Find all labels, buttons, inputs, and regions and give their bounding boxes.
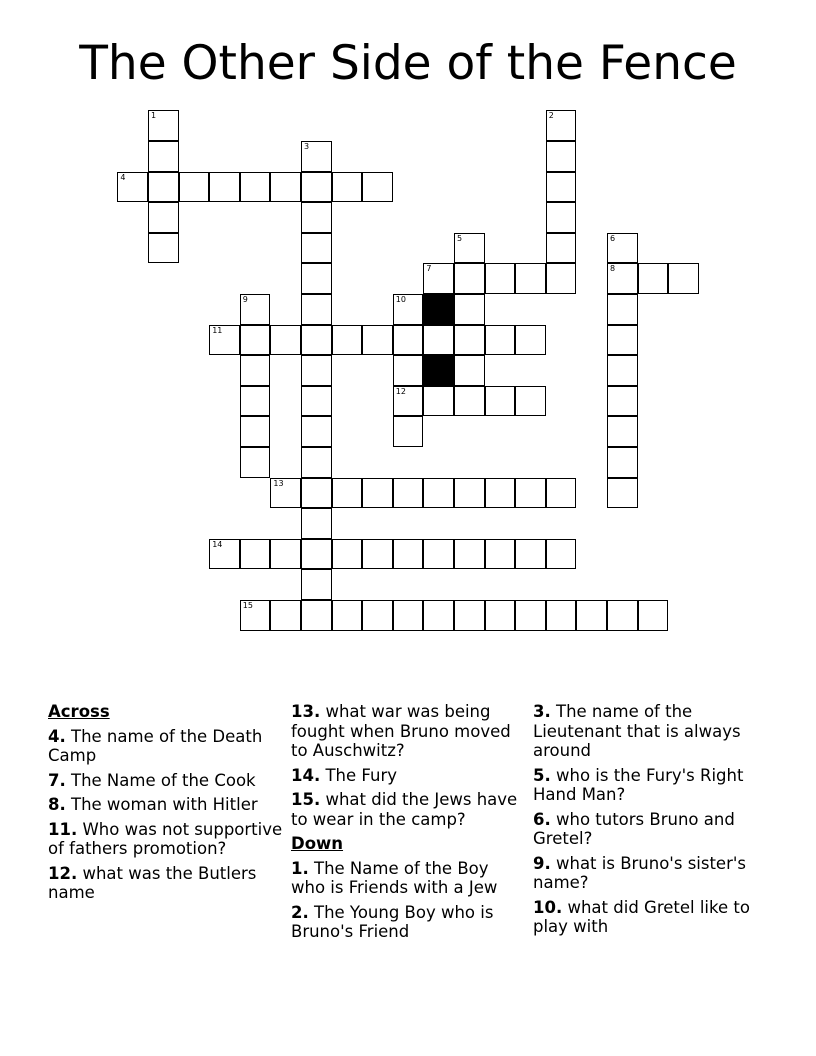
grid-cell[interactable] [393,294,424,325]
grid-cell[interactable] [515,325,546,356]
clue-number: 15 [242,601,253,610]
grid-cell[interactable] [179,172,210,203]
clue-number: 9 [242,295,248,304]
clue-item-text: who tutors Bruno and Gretel? [533,809,735,848]
grid-cell[interactable] [148,233,179,264]
clue-item-text: The Name of the Cook [65,770,256,790]
clue-number: 11 [212,325,223,335]
grid-cell[interactable] [270,172,301,203]
grid-cell[interactable] [301,294,332,325]
grid-cell[interactable] [546,539,577,570]
grid-cell[interactable] [607,263,638,294]
grid-cell[interactable] [362,478,393,509]
grid-cell[interactable] [515,386,546,417]
grid-cell[interactable] [423,539,454,570]
grid-cell[interactable] [454,263,485,294]
grid-cell[interactable] [332,478,363,509]
clue-column-2 [291,702,527,947]
grid-cell[interactable] [393,478,424,509]
grid-cell[interactable] [240,294,271,325]
grid-cell[interactable] [515,539,546,570]
grid-cell[interactable] [454,600,485,631]
grid-cell[interactable] [454,294,485,325]
clue-item [291,903,527,942]
clue-item [533,810,769,849]
clue-item [48,820,284,859]
grid-cell[interactable] [362,325,393,356]
clue-item-number: 8. [48,795,66,814]
grid-cell[interactable] [301,386,332,417]
grid-cell[interactable] [301,233,332,264]
clue-number: 5 [457,233,463,243]
grid-cell[interactable] [546,110,577,141]
clue-column-3 [533,702,769,942]
grid-cell[interactable] [301,325,332,356]
grid-cell[interactable] [607,325,638,356]
clue-number: 12 [395,386,406,396]
clue-item-number: 10. [533,897,563,917]
page-title: The Other Side of the Fence [79,36,737,91]
grid-cell[interactable] [148,202,179,233]
clue-item-text: The woman with Hitler [65,795,258,814]
clue-item-number: 14. [291,765,321,785]
grid-cell[interactable] [576,600,607,631]
grid-cell[interactable] [607,447,638,478]
clue-item [48,864,284,903]
grid-cell[interactable] [332,325,363,356]
clue-number: 4 [120,172,126,182]
clue-item-text: what is Bruno's sister's name? [533,853,747,892]
clue-item-number: 13. [291,702,321,721]
clue-number: 3 [304,142,310,151]
clue-item [291,766,527,786]
grid-cell[interactable] [270,539,301,570]
clue-number: 7 [426,264,432,274]
grid-cell[interactable] [607,416,638,447]
grid-cell[interactable] [393,386,424,417]
clue-column-1 [48,702,284,908]
clue-number: 2 [548,111,554,121]
grid-cell[interactable] [240,416,271,447]
clue-section-heading: Across [48,702,110,721]
clue-item-number: 4. [48,726,66,746]
grid-cell[interactable] [301,263,332,294]
grid-cell[interactable] [301,508,332,539]
grid-cell[interactable] [546,478,577,509]
grid-cell[interactable] [485,325,516,356]
grid-cell[interactable] [393,355,424,386]
grid-cell[interactable] [240,172,271,203]
clue-item-text: who is the Fury's Right Hand Man? [533,765,744,804]
clue-item-number: 7. [48,770,66,790]
grid-cell[interactable] [270,325,301,356]
grid-cell[interactable] [607,233,638,264]
grid-cell[interactable] [240,355,271,386]
clue-item [533,898,769,937]
grid-cell[interactable] [362,600,393,631]
grid-cell[interactable] [638,263,669,294]
grid-cell[interactable] [423,600,454,631]
clue-item-number: 12. [48,863,78,883]
clue-item-text: The Fury [320,765,398,785]
clue-item-number: 9. [533,853,551,873]
clue-item-text: what war was being fought when Bruno moved to Auschwitz? [291,702,511,760]
grid-cell[interactable] [148,110,179,141]
grid-cell[interactable] [515,600,546,631]
grid-cell[interactable] [240,386,271,417]
clue-number: 10 [395,295,406,304]
clue-item-text: what did Gretel like to play with [533,897,750,936]
grid-cell[interactable] [362,172,393,203]
clue-item [48,727,284,766]
grid-cell[interactable] [301,600,332,631]
grid-cell[interactable] [148,141,179,172]
grid-cell[interactable] [117,172,148,203]
grid-cell[interactable] [301,141,332,172]
clue-item-text: The Young Boy who is Bruno's Friend [291,902,494,941]
grid-cell[interactable] [332,539,363,570]
clue-item [291,859,527,898]
grid-cell[interactable] [301,355,332,386]
grid-cell[interactable] [393,539,424,570]
grid-cell[interactable] [546,141,577,172]
grid-cell[interactable] [240,325,271,356]
grid-cell[interactable] [485,478,516,509]
grid-cell[interactable] [546,202,577,233]
grid-cell[interactable] [454,539,485,570]
grid-cell[interactable] [454,355,485,386]
grid-cell[interactable] [301,202,332,233]
grid-cell[interactable] [454,386,485,417]
grid-cell[interactable] [393,416,424,447]
clue-item-text: what did the Jews have to wear in the camp? [291,790,518,829]
grid-cell[interactable] [209,172,240,203]
grid-cell[interactable] [332,172,363,203]
clue-item-text: Who was not supportive of fathers promotion? [48,819,283,858]
clue-item-text: what was the Butlers name [48,863,257,902]
clue-number: 8 [610,264,616,274]
grid-cell[interactable] [607,478,638,509]
grid-cell[interactable] [362,539,393,570]
grid-cell[interactable] [668,263,699,294]
grid-cell[interactable] [607,294,638,325]
clue-item-text: The Name of the Boy who is Friends with a Jew [291,858,498,897]
grid-cell[interactable] [270,600,301,631]
grid-cell[interactable] [485,600,516,631]
clue-item-number: 5. [533,765,551,785]
grid-cell[interactable] [546,263,577,294]
clue-item-text: The name of the Lieutenant that is always around [533,702,741,760]
grid-cell[interactable] [209,325,240,356]
grid-cell[interactable] [240,600,271,631]
clue-item-number: 11. [48,819,78,839]
clue-item [533,854,769,893]
grid-cell[interactable] [485,386,516,417]
grid-cell[interactable] [454,325,485,356]
grid-cell[interactable] [423,263,454,294]
grid-cell[interactable] [423,386,454,417]
clue-number: 14 [212,539,223,549]
grid-cell[interactable] [515,478,546,509]
grid-cell[interactable] [301,447,332,478]
grid-cell[interactable] [240,447,271,478]
grid-cell[interactable] [454,478,485,509]
clue-item [533,766,769,805]
grid-cell[interactable] [607,600,638,631]
clue-item [48,795,284,815]
grid-cell[interactable] [546,600,577,631]
grid-cell[interactable] [301,416,332,447]
clue-number: 13 [273,478,284,488]
grid-cell[interactable] [301,478,332,509]
grid-cell[interactable] [546,172,577,203]
grid-cell[interactable] [240,539,271,570]
grid-cell[interactable] [393,325,424,356]
grid-cell[interactable] [454,233,485,264]
grid-cell[interactable] [301,539,332,570]
grid-cell[interactable] [148,172,179,203]
grid-cell[interactable] [332,600,363,631]
grid-cell[interactable] [209,539,240,570]
grid-cell[interactable] [607,355,638,386]
clue-item [291,702,527,761]
clue-number: 6 [610,233,616,243]
clue-section-heading: Down [291,834,344,853]
grid-cell[interactable] [485,539,516,570]
grid-cell[interactable] [638,600,669,631]
clue-item-number: 1. [291,858,309,878]
grid-cell[interactable] [423,325,454,356]
clue-item-number: 3. [533,702,551,721]
grid-cell[interactable] [607,386,638,417]
clue-item [533,702,769,761]
grid-cell[interactable] [393,600,424,631]
clue-item [48,771,284,791]
clue-item-number: 6. [533,809,551,829]
clue-item-text: The name of the Death Camp [48,726,263,765]
grid-cell[interactable] [301,172,332,203]
grid-cell[interactable] [270,478,301,509]
grid-cell[interactable] [423,478,454,509]
grid-black-cell [423,294,454,325]
grid-black-cell [423,355,454,386]
clue-item [291,790,527,829]
grid-cell[interactable] [301,569,332,600]
grid-cell[interactable] [515,263,546,294]
clue-number: 1 [151,111,157,121]
clue-item-number: 15. [291,790,321,809]
grid-cell[interactable] [485,263,516,294]
clue-item-number: 2. [291,902,309,922]
grid-cell[interactable] [546,233,577,264]
